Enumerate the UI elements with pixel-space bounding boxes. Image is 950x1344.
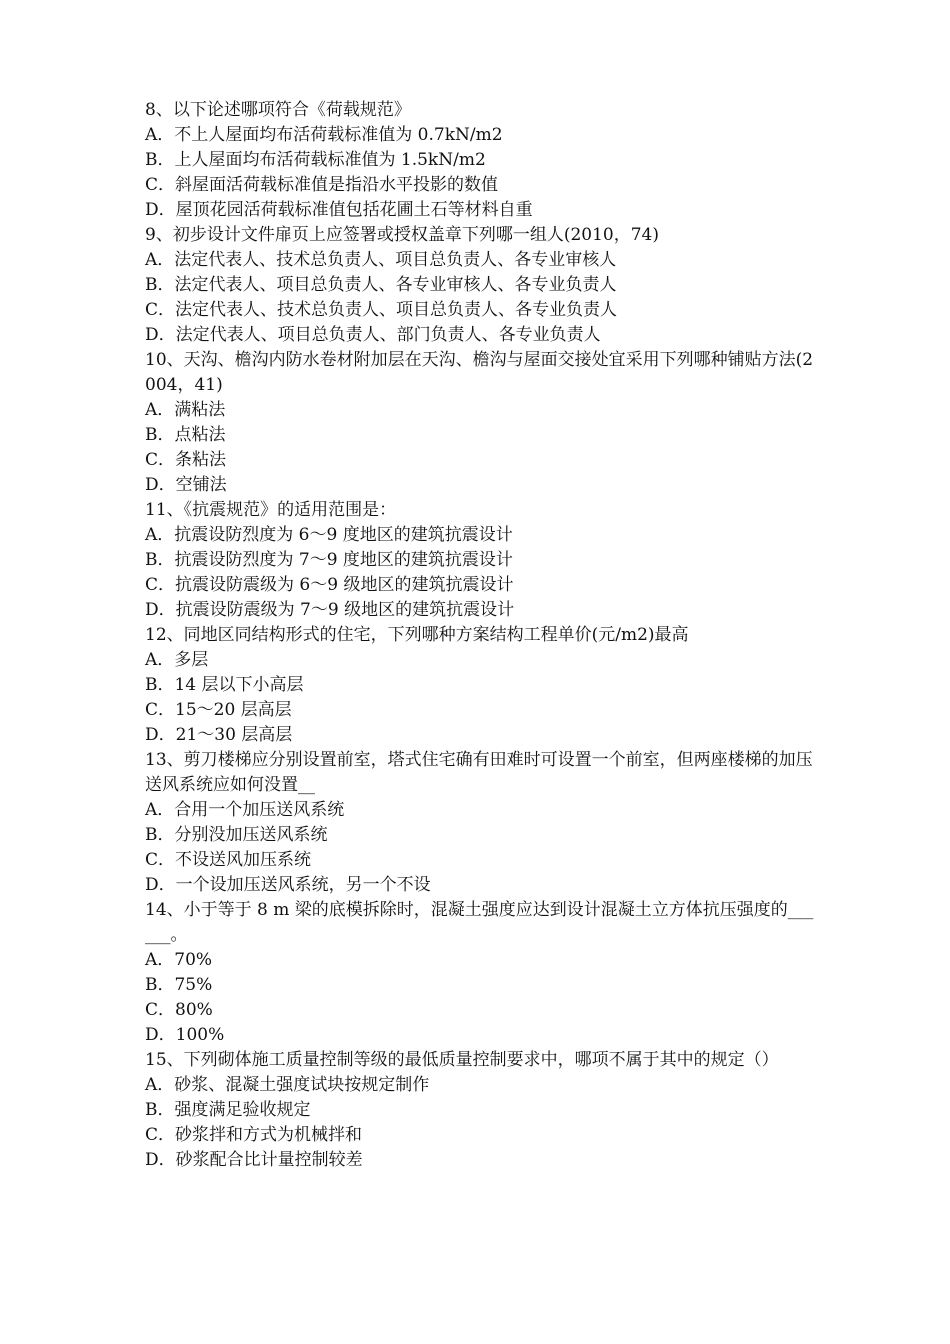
option-a: A．多层 — [145, 650, 209, 670]
option-b: B．上人屋面均布活荷载标准值为 1.5kN/m2 — [145, 150, 486, 170]
question-stem: 10、天沟、檐沟内防水卷材附加层在天沟、檐沟与屋面交接处宜采用下列哪种铺贴方法(2004，41) — [145, 350, 814, 395]
question-stem: 14、小于等于 8 m 梁的底模拆除时，混凝土强度应达到设计混凝土立方体抗压强度的______。 — [145, 900, 814, 945]
question-block — [145, 498, 815, 623]
question-block — [145, 348, 815, 498]
option-d: D．空铺法 — [145, 475, 227, 495]
option-b: B．分别没加压送风系统 — [145, 825, 328, 845]
option-a: A．合用一个加压送风系统 — [145, 800, 345, 820]
question-stem: 9、初步设计文件扉页上应签署或授权盖章下列哪一组人(2010，74) — [145, 225, 659, 245]
question-list — [145, 98, 815, 1173]
option-b: B．强度满足验收规定 — [145, 1100, 311, 1120]
option-b: B．75% — [145, 975, 213, 995]
option-c: C．法定代表人、技术总负责人、项目总负责人、各专业负责人 — [145, 300, 618, 320]
option-a: A．70% — [145, 950, 213, 970]
option-a: A．满粘法 — [145, 400, 226, 420]
option-d: D．屋顶花园活荷载标准值包括花圃土石等材料自重 — [145, 200, 533, 220]
question-stem: 12、同地区同结构形式的住宅，下列哪种方案结构工程单价(元/m2)最高 — [145, 625, 689, 645]
option-b: B．14 层以下小高层 — [145, 675, 304, 695]
question-stem: 8、以下论述哪项符合《荷载规范》 — [145, 100, 411, 120]
option-c: C．斜屋面活荷载标准值是指沿水平投影的数值 — [145, 175, 499, 195]
option-a: A．砂浆、混凝土强度试块按规定制作 — [145, 1075, 430, 1095]
question-stem: 13、剪刀楼梯应分别设置前室，塔式住宅确有田难时可设置一个前室，但两座楼梯的加压送风系统应如何没置__ — [145, 750, 813, 795]
question-block — [145, 623, 815, 748]
option-c: C．抗震设防震级为 6～9 级地区的建筑抗震设计 — [145, 575, 514, 595]
option-c: C．条粘法 — [145, 450, 227, 470]
question-block — [145, 223, 815, 348]
option-c: C．砂浆拌和方式为机械拌和 — [145, 1125, 363, 1145]
option-b: B．抗震设防烈度为 7～9 度地区的建筑抗震设计 — [145, 550, 513, 570]
option-d: D．100% — [145, 1025, 225, 1045]
option-c: C．15～20 层高层 — [145, 700, 292, 720]
option-b: B．点粘法 — [145, 425, 226, 445]
option-d: D．抗震设防震级为 7～9 级地区的建筑抗震设计 — [145, 600, 515, 620]
question-stem: 11、《抗震规范》的适用范围是： — [145, 500, 397, 520]
question-block — [145, 98, 815, 223]
option-b: B．法定代表人、项目总负责人、各专业审核人、各专业负责人 — [145, 275, 617, 295]
option-c: C．80% — [145, 1000, 213, 1020]
option-a: A．抗震设防烈度为 6～9 度地区的建筑抗震设计 — [145, 525, 513, 545]
option-d: D．一个设加压送风系统，另一个不设 — [145, 875, 431, 895]
option-d: D．法定代表人、项目总负责人、部门负责人、各专业负责人 — [145, 325, 601, 345]
option-d: D．21～30 层高层 — [145, 725, 293, 745]
option-c: C．不设送风加压系统 — [145, 850, 312, 870]
question-block — [145, 748, 815, 898]
question-stem: 15、下列砌体施工质量控制等级的最低质量控制要求中，哪项不属于其中的规定（） — [145, 1050, 779, 1070]
option-d: D．砂浆配合比计量控制较差 — [145, 1150, 363, 1170]
question-block — [145, 898, 815, 1048]
option-a: A．法定代表人、技术总负责人、项目总负责人、各专业审核人 — [145, 250, 617, 270]
option-a: A．不上人屋面均布活荷载标准值为 0.7kN/m2 — [145, 125, 503, 145]
question-block — [145, 1048, 815, 1173]
